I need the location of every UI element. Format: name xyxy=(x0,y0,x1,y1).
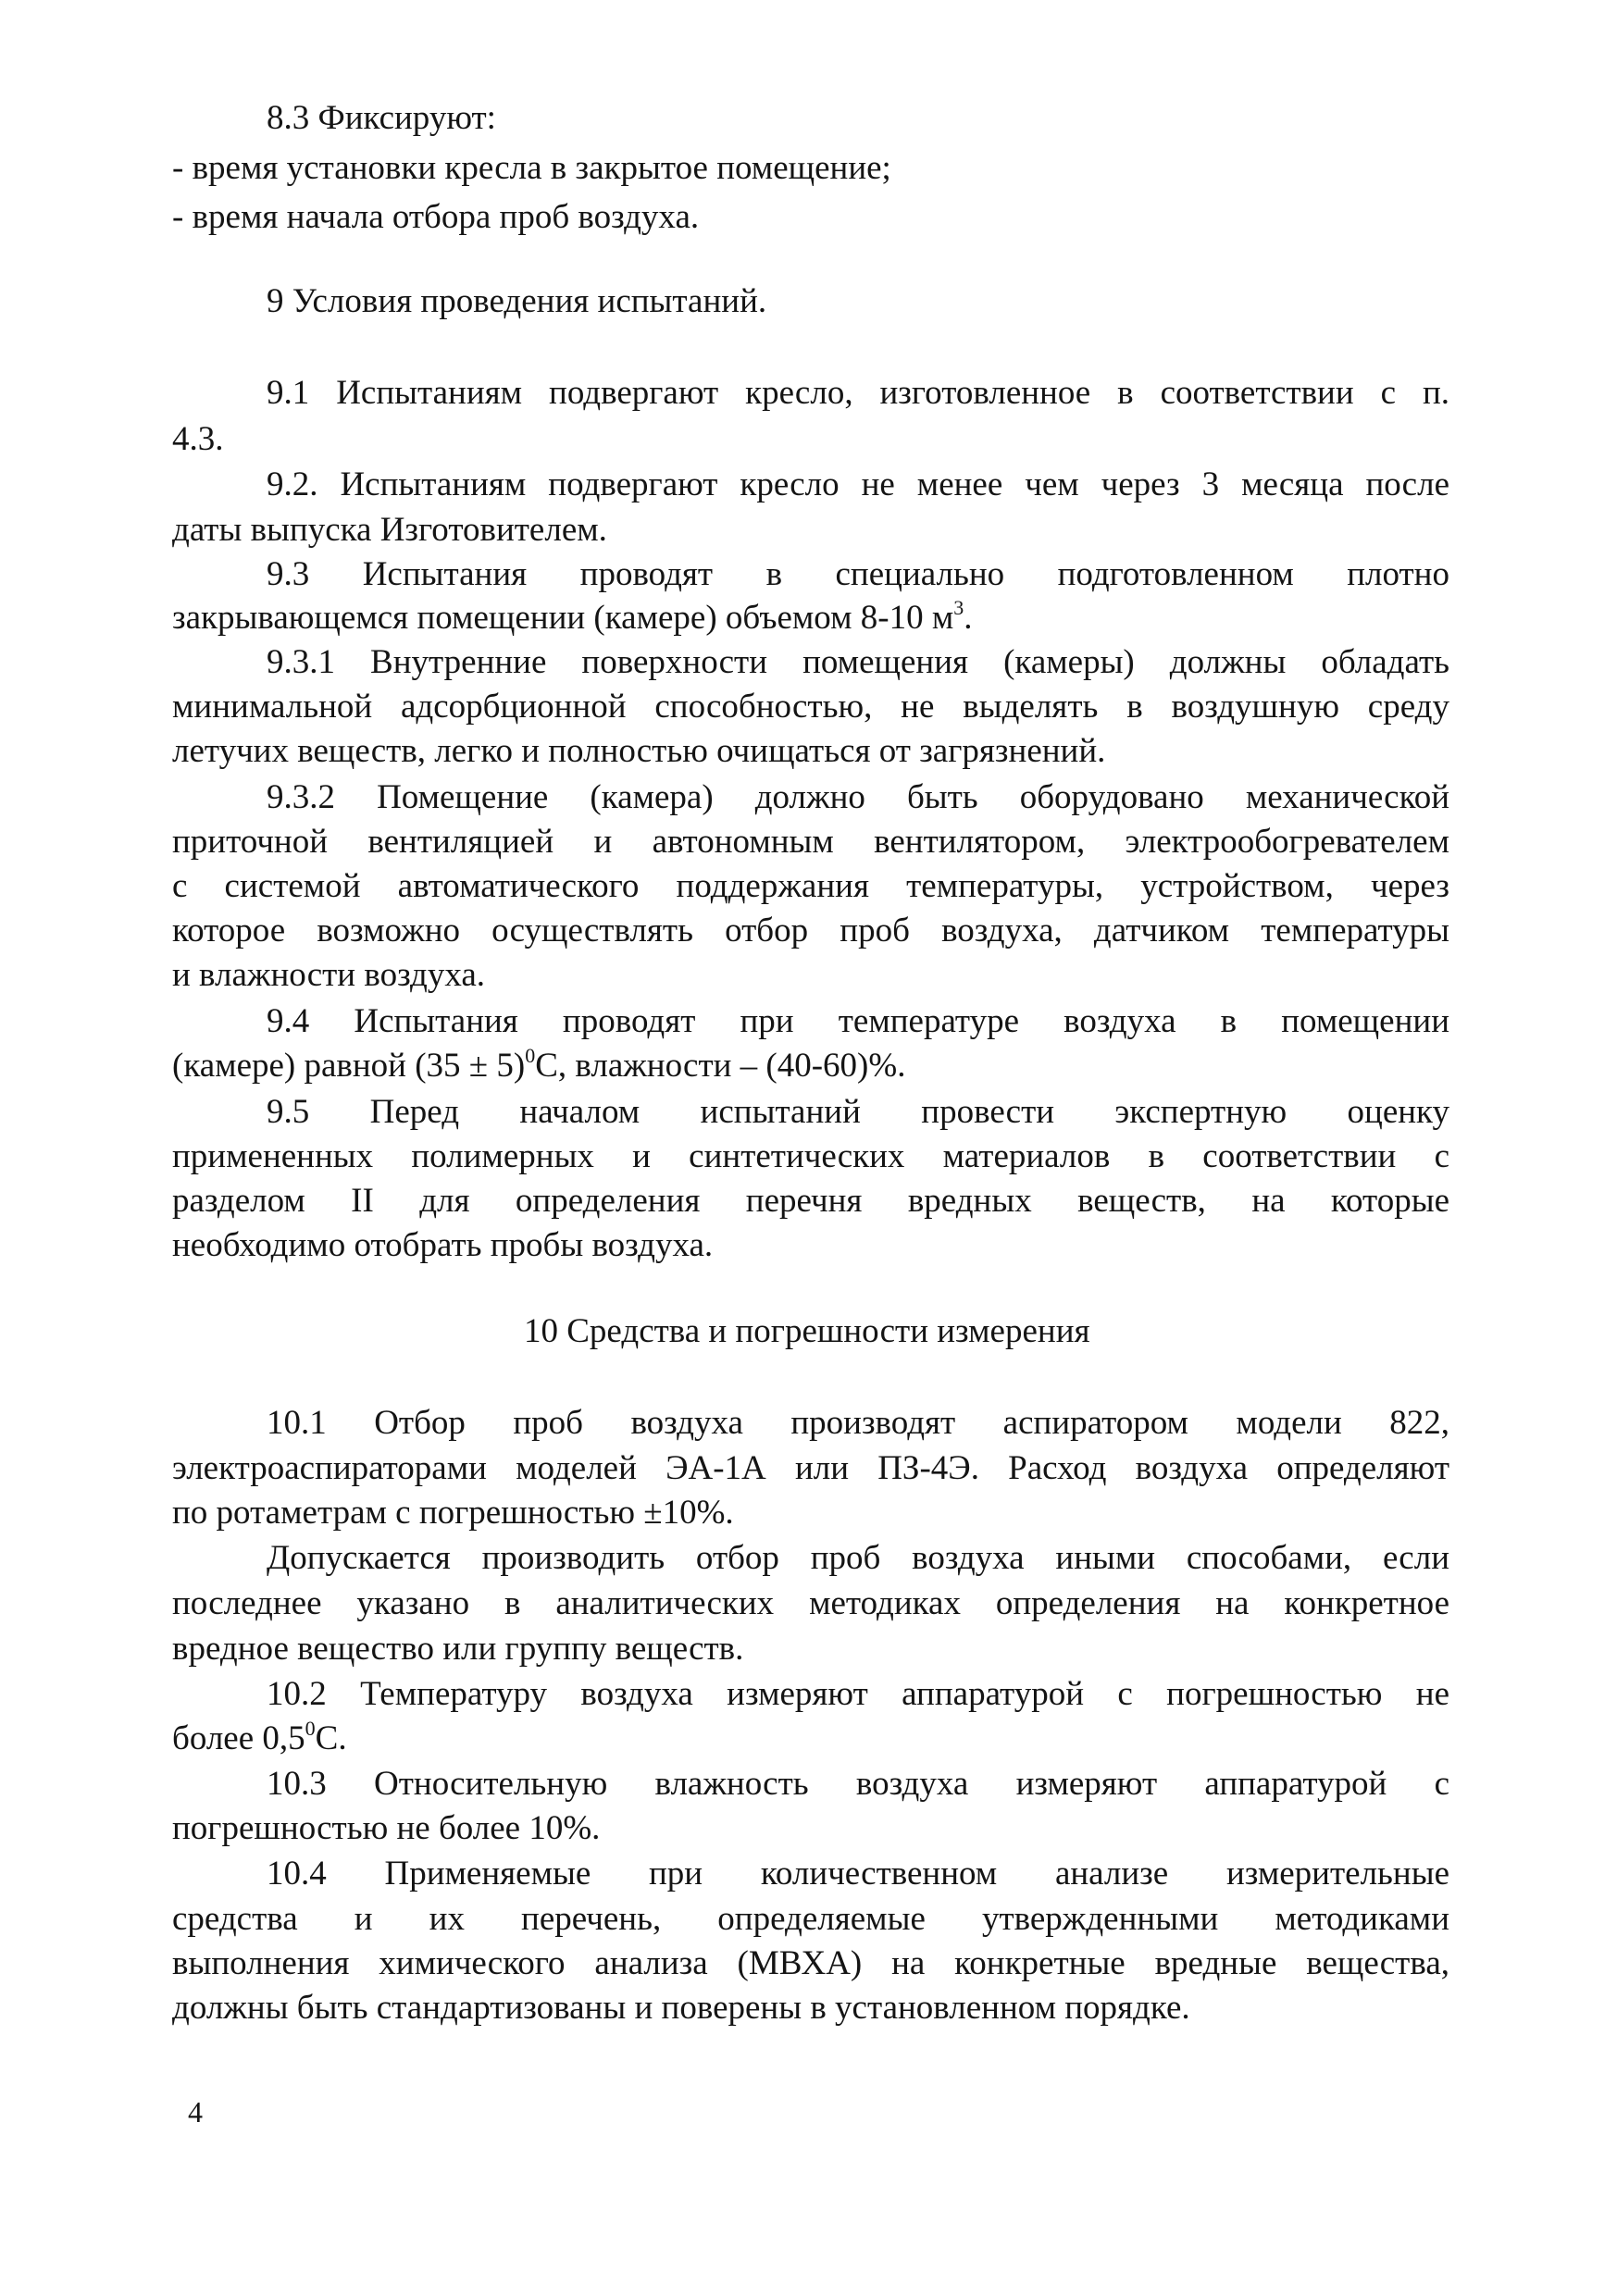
para-10-3-line: 10.3 Относительную влажность воздуха измеряют аппаратурой с xyxy=(267,1765,1449,1803)
para-allow-line: последнее указано в аналитических методиках определения на конкретное xyxy=(172,1584,1449,1622)
para-9-2-line: 9.2. Испытаниям подвергают кресло не менее чем через 3 месяца после xyxy=(267,465,1449,503)
para-10-2-line: более $0,5^0С$. xyxy=(172,1717,347,1757)
para-9-5-line: необходимо отобрать пробы воздуха. xyxy=(172,1226,714,1264)
para-10-1-line: по ротаметрам с погрешностью ±10%. xyxy=(172,1494,734,1532)
para-10-4-line: средства и их перечень, определяемые утвержденными методиками xyxy=(172,1900,1449,1938)
para-10-1-line: 10.1 Отбор проб воздуха производят аспиратором модели 822, xyxy=(267,1404,1449,1442)
section-9-heading: 9 Условия проведения испытаний. xyxy=(267,282,767,320)
para-9-3-2-line: с системой автоматического поддержания температуры, устройством, через xyxy=(172,867,1449,905)
para-allow-line: вредное вещество или группу веществ. xyxy=(172,1630,744,1668)
superscript: 0 xyxy=(305,1717,316,1740)
section-8-3-heading: 8.3 Фиксируют: xyxy=(267,99,496,137)
para-9-5-line: разделом II для определения перечня вредных веществ, на которые xyxy=(172,1182,1449,1220)
para-9-4-line: 9.4 Испытания проводят при температуре воздуха в помещении xyxy=(267,1002,1449,1040)
para-9-3-1-line: 9.3.1 Внутренние поверхности помещения (камеры) должны обладать xyxy=(267,643,1449,681)
para-9-5-line: примененных полимерных и синтетических материалов в соответствии с xyxy=(172,1137,1449,1175)
superscript: 0 xyxy=(525,1044,536,1067)
para-10-4-line: 10.4 Применяемые при количественном анализе измерительные xyxy=(267,1855,1449,1893)
para-9-3-1-line: минимальной адсорбционной способностью, не выделять в воздушную среду xyxy=(172,688,1449,726)
para-10-4-line: выполнения химического анализа (МВХА) на конкретные вредные вещества, xyxy=(172,1944,1449,1982)
para-9-5-line: 9.5 Перед началом испытаний провести экспертную оценку xyxy=(267,1093,1449,1131)
para-9-3-2-line: 9.3.2 Помещение (камера) должно быть оборудовано механической xyxy=(267,778,1449,816)
para-9-4-line: (камере) равной $(35 \pm 5)^0С$, влажности – (40-60)%. xyxy=(172,1044,906,1085)
para-9-2-line: даты выпуска Изготовителем. xyxy=(172,511,607,549)
para-9-3-line: 9.3 Испытания проводят в специально подготовленном плотно xyxy=(267,555,1449,593)
para-10-1-line: электроаспираторами моделей ЭА-1А или ПЗ-4Э. Расход воздуха определяют xyxy=(172,1449,1449,1487)
para-9-1-line: 9.1 Испытаниям подвергают кресло, изготовленное в соответствии с п. xyxy=(267,374,1449,412)
para-9-3-line: закрывающемся помещении (камере) объемом 8-10 $м^3$. xyxy=(172,596,973,637)
page-number: 4 xyxy=(188,2095,203,2128)
list-item: - время начала отбора проб воздуха. xyxy=(172,198,700,236)
para-10-3-line: погрешностью не более 10%. xyxy=(172,1809,601,1847)
para-9-3-2-line: и влажности воздуха. xyxy=(172,956,486,994)
superscript: 3 xyxy=(953,596,964,619)
section-10-heading: 10 Средства и погрешности измерения xyxy=(524,1312,1090,1350)
para-9-1-line: 4.3. xyxy=(172,420,224,458)
para-9-3-2-line: которое возможно осуществлять отбор проб воздуха, датчиком температуры xyxy=(172,912,1449,949)
para-9-3-2-line: приточной вентиляцией и автономным вентилятором, электрообогревателем xyxy=(172,823,1449,861)
list-item: - время установки кресла в закрытое помещение; xyxy=(172,149,891,187)
para-10-2-line: 10.2 Температуру воздуха измеряют аппаратурой с погрешностью не xyxy=(267,1675,1449,1713)
para-9-3-1-line: летучих веществ, легко и полностью очищаться от загрязнений. xyxy=(172,732,1106,770)
para-10-4-line: должны быть стандартизованы и поверены в установленном порядке. xyxy=(172,1989,1190,2027)
para-allow-line: Допускается производить отбор проб воздуха иными способами, если xyxy=(267,1539,1449,1577)
